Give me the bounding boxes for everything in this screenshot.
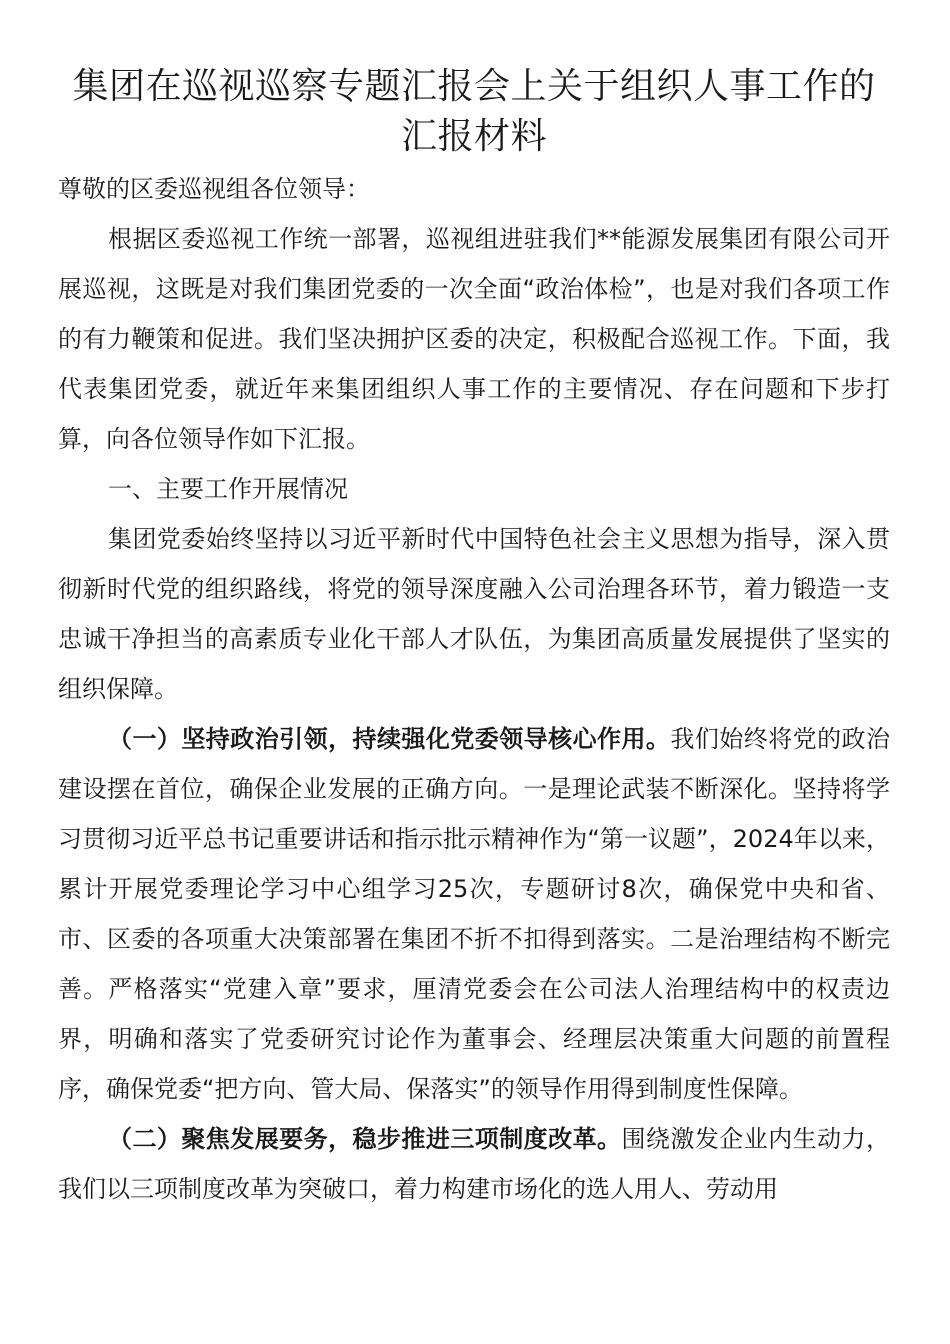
section-intro-paragraph: 集团党委始终坚持以习近平新时代中国特色社会主义思想为指导，深入贯彻新时代党的组织路线，将党的领导深度融入公司治理各环节，着力锻造一支忠诚干净担当的高素质专业化干部人才队伍，为集团高质量发展提供了坚实的组织保障。 bbox=[58, 525, 890, 703]
salutation: 尊敬的区委巡视组各位领导： bbox=[58, 175, 370, 203]
intro-paragraph: 根据区委巡视工作统一部署，巡视组进驻我们**能源发展集团有限公司开展巡视，这既是对我们集团党委的一次全面“政治体检”，也是对我们各项工作的有力鞭策和促进。我们坚决拥护区委的决定，积极配合巡视工作。下面，我代表集团党委，就近年来集团组织人事工作的主要情况、存在问题和下步打算，向各位领导作如下汇报。 bbox=[58, 225, 890, 453]
document-page bbox=[58, 62, 890, 1214]
item-1-paragraph bbox=[58, 714, 890, 1114]
item-2-paragraph bbox=[58, 1114, 890, 1214]
item-2-body: 围绕激发企业内生动力，我们以三项制度改革为突破口，着力构建市场化的选人用人、劳动用 bbox=[58, 1125, 890, 1203]
item-1-body: 我们始终将党的政治建设摆在首位，确保企业发展的正确方向。一是理论武装不断深化。坚持将学习贯彻习近平总书记重要讲话和指示批示精神作为“第一议题”，2024年以来，累计开展党委理论学习中心组学习25次，专题研讨8次，确保党中央和省、市、区委的各项重大决策部署在集团不折不扣得到落实。二是治理结构不断完善。严格落实“党建入章”要求，厘清党委会在公司法人治理结构中的权责边界，明确和落实了党委研究讨论作为董事会、经理层决策重大问题的前置程序，确保党委“把方向、管大局、保落实”的领导作用得到制度性保障。 bbox=[58, 725, 891, 1103]
section-heading: 一、主要工作开展情况 bbox=[108, 475, 348, 503]
document-title: 集团在巡视巡察专题汇报会上关于组织人事工作的汇报材料 bbox=[72, 66, 876, 157]
item-1-heading: （一）坚持政治引领，持续强化党委领导核心作用。 bbox=[108, 725, 671, 753]
item-2-heading: （二）聚焦发展要务，稳步推进三项制度改革。 bbox=[108, 1125, 622, 1153]
